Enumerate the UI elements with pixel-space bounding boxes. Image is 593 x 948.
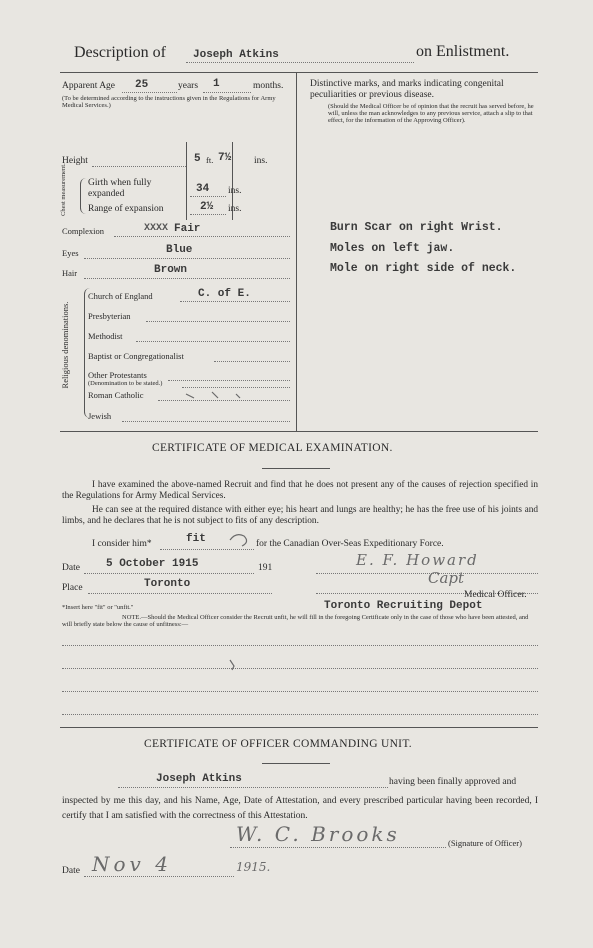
medical-para-1: I have examined the above-named Recruit and find that he does not present any of the causes of rejection specified in the Regulations for Army Medical Services. [62,480,538,501]
girth-value: 34 [196,183,210,195]
religion-title: Religious denominations. [60,301,70,389]
medical-note: NOTE.—Should the Medical Officer consider the Recruit unfit, he will fill in the foregoing Certificate only in the case of those who have been attested, and will briefly state below the cause of unfitness:— [62,614,529,628]
consider-prefix: I consider him* [92,539,152,549]
religion-anglican-value: C. of E. [198,288,251,300]
religion-baptist-label: Baptist or Congregationalist [88,351,184,361]
mark-2: Moles on left jaw. [330,242,455,255]
depot-stamp: Toronto Recruiting Depot [324,600,483,612]
height-label: Height [62,156,88,166]
consider-suffix: for the Canadian Over-Seas Expeditionary Force. [256,539,444,549]
commanding-year-value: 1915. [236,860,271,874]
heading-prefix: Description of [74,44,166,61]
hair-value: Brown [154,264,188,276]
medical-date-value: 5 October 1915 [106,558,199,570]
commanding-signature: W. C. Brooks [236,822,400,846]
medical-footnote: *Insert here "fit" or "unfit." [62,604,134,611]
marks-note: (Should the Medical Officer be of opinion that the recruit has served before, he will, unless the man acknowledges to any previous service, attach a slip to that effect, for the information of the Approving Officer). [328,103,534,124]
mark-1: Burn Scar on right Wrist. [330,221,503,234]
years-label: years [178,81,199,91]
medical-date-label: Date [62,563,80,573]
marks-label: Distinctive marks, and marks indicating congenital peculiarities or previous disease. [310,79,504,100]
medical-signature: E. F. Howard [356,551,479,569]
religion-presbyterian-label: Presbyterian [88,311,131,321]
age-months-value: 1 [213,78,220,90]
height-ft-label: ft. [206,155,214,165]
complexion-label: Complexion [62,226,105,236]
religion-catholic-label: Roman Catholic [88,390,144,400]
religion-methodist-label: Methodist [88,331,123,341]
place-label: Place [62,583,83,593]
complexion-struck: XXXX [144,223,169,234]
heading-name: Joseph Atkins [193,49,279,61]
range-label: Range of expansion [88,204,164,214]
religion-other-note: (Denomination to be stated.) [88,380,163,387]
eyes-label: Eyes [62,248,79,258]
medical-title: CERTIFICATE OF MEDICAL EXAMINATION. [152,442,393,454]
pen-stroke [230,660,234,670]
medical-year-prefix: 191 [258,563,273,573]
place-value: Toronto [144,578,191,590]
pen-stroke [186,392,240,398]
age-note: (To be determined according to the instructions given in the Regulations for Army Medical Services.) [62,95,276,109]
complexion-value: Fair [174,223,201,235]
age-years-value: 25 [135,79,149,91]
months-label: months. [253,81,284,91]
eyes-value: Blue [166,244,193,256]
mark-3: Mole on right side of neck. [330,262,517,275]
girth-unit: ins. [228,186,242,196]
height-in-label: ins. [254,156,268,166]
medical-para-2: He can see at the required distance with either eye; his heart and lungs are healthy; he has the free use of his joints and limbs, and he declares that he is not subject to fits of any description. [62,505,538,526]
commanding-para: inspected by me this day, and his Name, Age, Date of Attestation, and every prescribed particular having been recorded, I certify that I am satisfied with the correctness of this Attestation. [62,796,538,821]
girth-label: Girth when fully expanded [88,178,152,199]
consider-value: fit [186,533,206,545]
heading-suffix: on Enlistment. [416,43,510,60]
hair-label: Hair [62,268,78,278]
age-label: Apparent Age [62,81,116,91]
height-in-value: 7½ [218,152,232,164]
medical-rank: Capt [428,569,465,587]
commanding-date-value: Nov 4 [92,852,172,876]
pen-stroke [230,535,247,546]
religion-other-label: Other Protestants [88,370,147,380]
range-value: 2½ [200,201,214,213]
range-unit: ins. [228,204,242,214]
commanding-para-suffix: having been finally approved and [389,777,517,787]
height-ft-value: 5 [194,153,201,165]
religion-jewish-label: Jewish [88,411,112,421]
medical-officer-label: Medical Officer. [464,590,527,600]
commanding-date-label: Date [62,866,80,876]
commanding-name: Joseph Atkins [156,773,242,785]
chest-label: Chest measurement. [60,163,67,216]
commanding-title: CERTIFICATE OF OFFICER COMMANDING UNIT. [144,738,412,750]
commanding-signature-label: (Signature of Officer) [448,838,522,848]
religion-anglican-label: Church of England [88,291,153,301]
